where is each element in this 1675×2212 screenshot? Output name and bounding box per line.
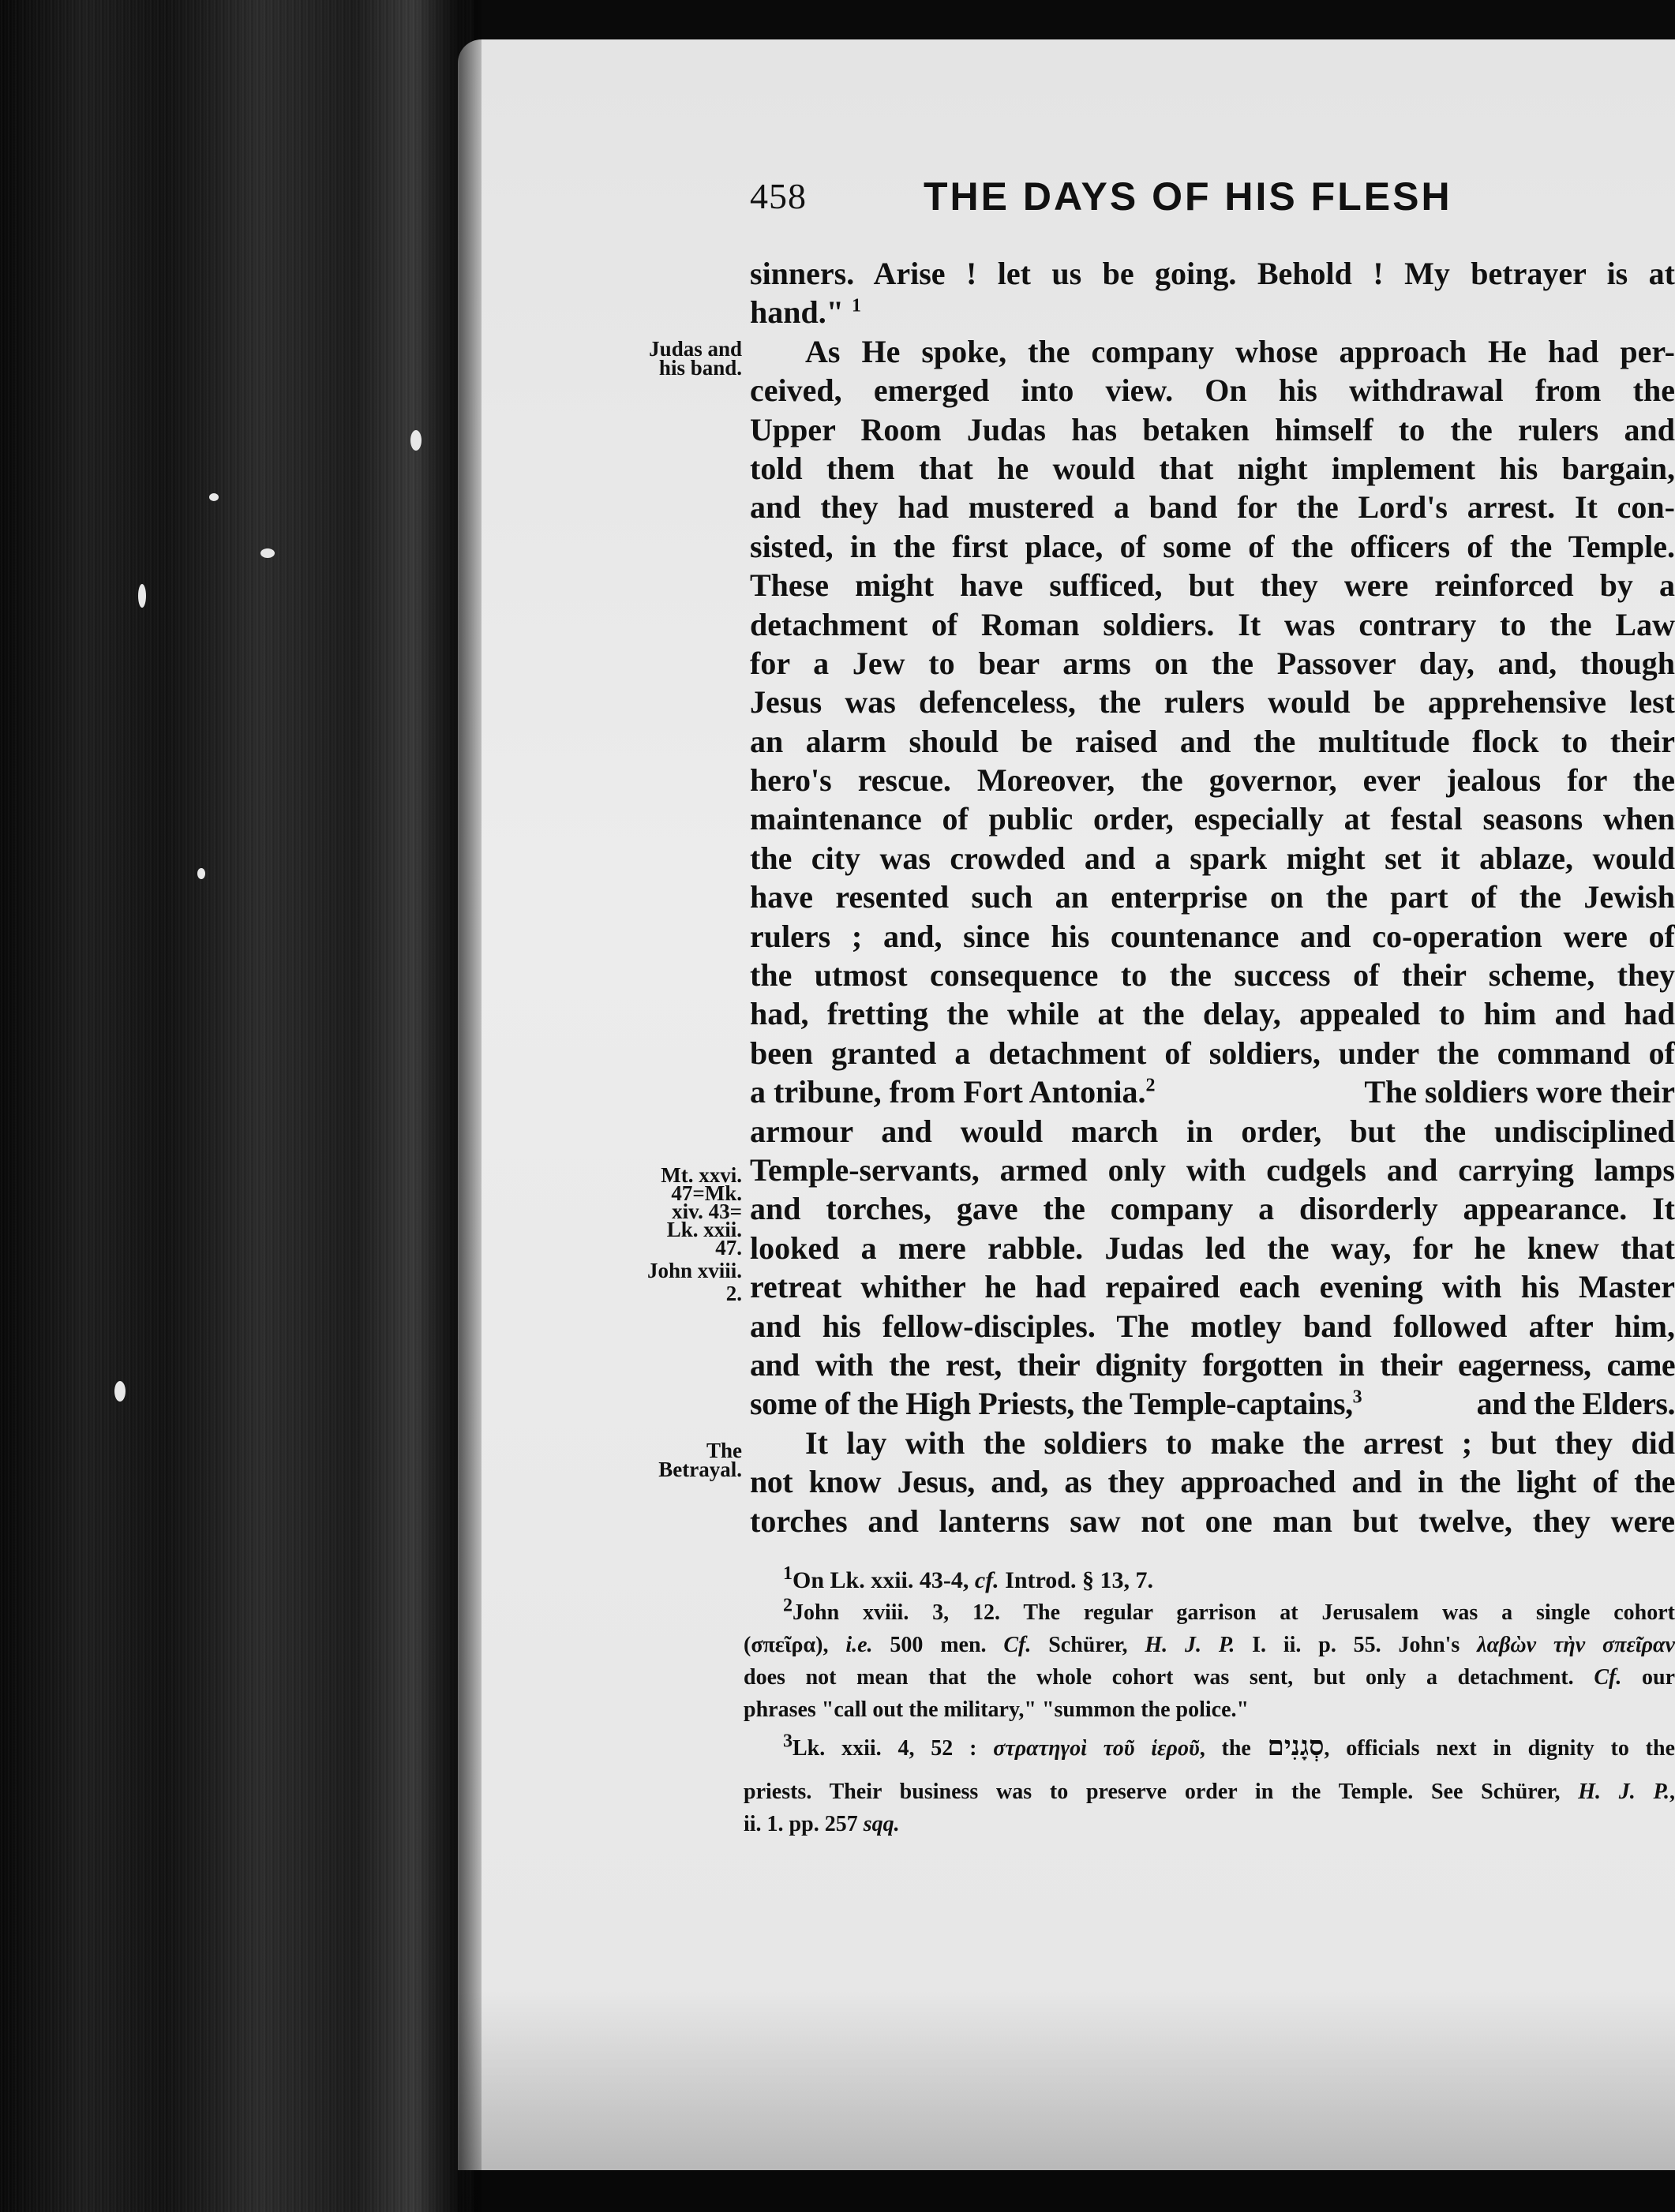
footnote-text: i.e. xyxy=(845,1633,873,1657)
dust-speck xyxy=(114,1381,126,1402)
text-line: armour and would march in order, but the undisciplined xyxy=(750,1113,1675,1149)
footnote-text: Lk. xxii. 4, 52 : xyxy=(793,1736,994,1761)
footnote-text: Cf. xyxy=(1594,1665,1622,1690)
text-line: retreat whither he had repaired each evening with his Master xyxy=(750,1269,1675,1305)
text-line: detachment of Roman soldiers. It was contrary to the Law xyxy=(750,606,1675,642)
page-header xyxy=(750,175,1673,230)
footnote-ref: 2 xyxy=(1145,1075,1156,1096)
footnote-1 xyxy=(744,1564,1675,1596)
footnote-text: I. ii. p. 55. John's xyxy=(1235,1633,1478,1657)
text-run: The soldiers wore their xyxy=(1364,1074,1675,1110)
text-line: Upper Room Judas has betaken himself to the rulers and xyxy=(750,411,1675,447)
text-run: a tribune, from Fort Antonia. xyxy=(750,1074,1146,1110)
footnote-2-line xyxy=(744,1629,1675,1661)
footnote-3-line xyxy=(744,1776,1675,1808)
margin-note-judas xyxy=(631,337,742,380)
footnote-text: John xviii. 3, 12. The regular garrison at Jerusalem was a single cohort xyxy=(793,1600,1675,1625)
text-line: It lay with the soldiers to make the arrest ; but they did xyxy=(805,1424,1675,1461)
footnote-text: , xyxy=(1669,1780,1675,1804)
text-line: and his fellow-disciples. The motley band followed after him, xyxy=(750,1308,1675,1344)
page-bottom-shadow xyxy=(458,1839,1675,2212)
text-line: Jesus was defenceless, the rulers would be apprehensive lest xyxy=(750,684,1675,720)
text-line: and torches, gave the company a disorderly appearance. It xyxy=(750,1191,1675,1227)
footnote-ref: 1 xyxy=(851,296,861,317)
margin-note-line: his band. xyxy=(658,356,742,380)
text-line: hero's rescue. Moreover, the governor, ever jealous for the xyxy=(750,762,1675,799)
footnote-hebrew: סְגָנִים xyxy=(1267,1732,1325,1761)
text-line: looked a mere rabble. Judas led the way, for he knew that xyxy=(750,1230,1675,1266)
text-line: an alarm should be raised and the multitude flock to their xyxy=(750,723,1675,759)
text-line: ceived, emerged into view. On his withdrawal from the xyxy=(750,372,1675,409)
text-line xyxy=(750,1384,1675,1423)
margin-note-betrayal xyxy=(631,1441,742,1479)
text-line: As He spoke, the company whose approach He had per- xyxy=(805,333,1675,369)
margin-note-line: 47. xyxy=(715,1236,742,1259)
text-line: told them that he would that night implement his bargain, xyxy=(750,450,1675,486)
margin-note-line: Judas and xyxy=(649,337,742,361)
footnote-2-line: phrases "call out the military," "summon the police." xyxy=(744,1697,1250,1722)
footnote-text: λαβὼν τὴν σπεῖραν xyxy=(1477,1633,1675,1657)
text-line: not know Jesus, and, as they approached and in the light of the xyxy=(750,1464,1675,1500)
margin-note-line: Lk. xxii. xyxy=(666,1218,742,1241)
text-line: and they had mustered a band for the Lord's arrest. It con- xyxy=(750,489,1675,526)
footnote-text: H. J. P. xyxy=(1145,1633,1235,1657)
text-run xyxy=(750,1384,1362,1423)
text-line: These might have sufficed, but they were reinforced by a xyxy=(750,567,1675,604)
text-line: have resented such an enterprise on the part of the Jewish xyxy=(750,879,1675,915)
body-text xyxy=(750,254,1675,1540)
footnote-text: sqq. xyxy=(863,1812,900,1836)
running-head: THE DAYS OF HIS FLESH xyxy=(924,174,1452,219)
text-line: maintenance of public order, especially at festal seasons when xyxy=(750,801,1675,837)
text-line: sisted, in the first place, of some of the officers of the Temple. xyxy=(750,528,1675,564)
text-line: and with the rest, their dignity forgotten in their eagerness, came xyxy=(750,1346,1675,1383)
dust-speck xyxy=(138,584,146,608)
footnote-marker: 1 xyxy=(783,1563,793,1584)
footnote-2 xyxy=(744,1596,1675,1629)
text-line xyxy=(750,1072,1675,1111)
footnote-text: στρατηγοὶ τοῦ ἱεροῦ xyxy=(993,1736,1200,1761)
dust-speck xyxy=(209,493,219,501)
footnote-text: cf. xyxy=(974,1567,999,1593)
text-line: for a Jew to bear arms on the Passover day, and, though xyxy=(750,645,1675,681)
text-line xyxy=(750,293,1675,331)
footnotes xyxy=(744,1564,1675,1840)
book-fore-edge xyxy=(0,0,474,2212)
margin-note-line: The xyxy=(706,1439,742,1462)
page-number: 458 xyxy=(750,176,807,216)
text-line: torches and lanterns saw not one man but twelve, they were xyxy=(750,1503,1675,1539)
footnote-text: H. J. P. xyxy=(1578,1780,1669,1804)
text-run xyxy=(750,1072,1155,1111)
footnote-marker: 3 xyxy=(783,1731,793,1752)
footnote-2-line xyxy=(744,1661,1675,1694)
margin-note-line: Mt. xxvi. xyxy=(661,1163,742,1187)
text-line: rulers ; and, since his countenance and co-operation were of xyxy=(750,918,1675,954)
text-line: Temple-servants, armed only with cudgels and carrying lamps xyxy=(750,1151,1675,1188)
footnote-text: Introd. § 13, 7. xyxy=(999,1567,1153,1593)
footnote-text: Schürer, xyxy=(1031,1633,1145,1657)
dust-speck xyxy=(260,548,275,558)
margin-note-line: xiv. 43= xyxy=(672,1200,742,1223)
margin-note-line: 2. xyxy=(725,1282,742,1305)
footnote-text: Cf. xyxy=(1003,1633,1032,1657)
footnote-text: our xyxy=(1621,1665,1675,1690)
margin-note-line: Betrayal. xyxy=(658,1458,742,1481)
footnote-text: priests. Their business was to preserve order in the Temple. See Schürer, xyxy=(744,1780,1579,1804)
footnote-text: 500 men. xyxy=(872,1633,1004,1657)
text-run: some of the High Priests, the Temple-captains, xyxy=(750,1386,1353,1422)
text-line: been granted a detachment of soldiers, under the command of xyxy=(750,1035,1675,1071)
footnote-marker: 2 xyxy=(783,1595,793,1616)
footnote-text: ii. 1. pp. 257 xyxy=(744,1812,864,1836)
footnote-3 xyxy=(744,1731,1675,1765)
margin-note-line: 47=Mk. xyxy=(671,1181,742,1205)
margin-note-references xyxy=(624,1163,742,1305)
footnote-text: (σπεῖρα), xyxy=(744,1633,846,1657)
footnote-text: , the xyxy=(1199,1736,1268,1761)
text-run: hand." xyxy=(750,294,844,331)
dust-speck xyxy=(197,868,205,879)
dust-speck xyxy=(410,430,422,451)
footnote-text: On Lk. xxii. 43-4, xyxy=(793,1567,975,1593)
margin-note-line: John xviii. xyxy=(646,1259,742,1282)
footnote-3-line xyxy=(744,1808,1675,1840)
footnote-text: , officials next in dignity to the xyxy=(1324,1736,1675,1761)
text-line: the city was crowded and a spark might set it ablaze, would xyxy=(750,840,1675,876)
text-run: and the Elders. xyxy=(1476,1386,1675,1422)
text-line: the utmost consequence to the success of their scheme, they xyxy=(750,957,1675,994)
text-line: had, fretting the while at the delay, appealed to him and had xyxy=(750,996,1675,1032)
footnote-text: does not mean that the whole cohort was sent, but only a detachment. xyxy=(744,1665,1594,1690)
footnote-ref: 3 xyxy=(1352,1387,1362,1408)
text-line: sinners. Arise ! let us be going. Behold ! My betrayer is at xyxy=(750,256,1675,291)
